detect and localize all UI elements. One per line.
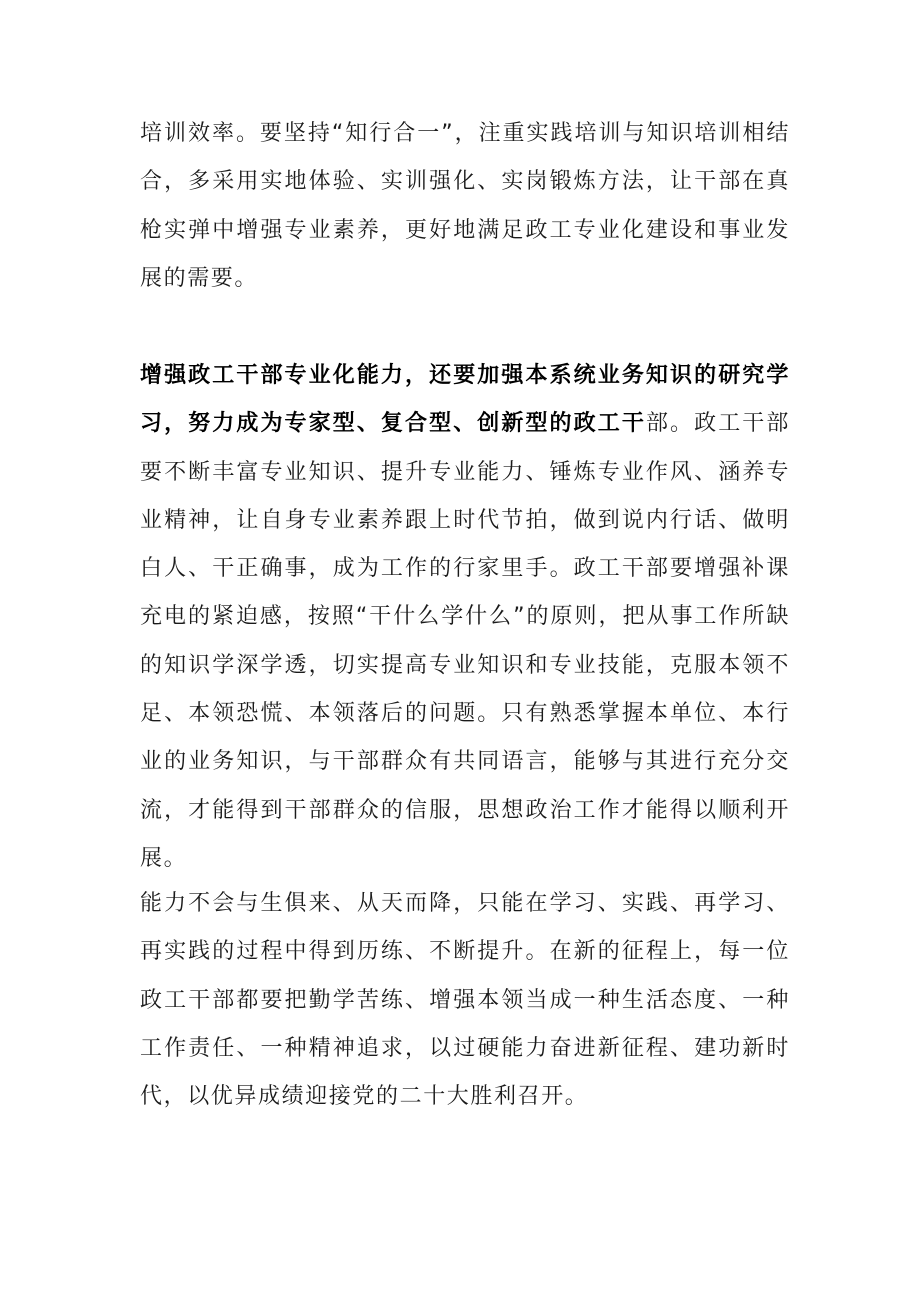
paragraph-3: 能力不会与生俱来、从天而降，只能在学习、实践、再学习、再实践的过程中得到历练、不断提升。在新的征程上，每一位政工干部都要把勤学苦练、增强本领当成一种生活态度、一种工作责任、一种精神追求，以过硬能力奋进新征程、建功新时代，以优异成绩迎接党的二十大胜利召开。 bbox=[140, 891, 790, 1110]
paragraph-1: 培训效率。要坚持“知行合一”，注重实践培训与知识培训相结合，多采用实地体验、实训强化、实岗锻炼方法，让干部在真枪实弹中增强专业素养，更好地满足政工专业化建设和事业发展的需要。 bbox=[140, 121, 790, 291]
paragraph-2-bold-lead: 增强政工干部专业化能力，还要加强本系统业务知识的研究学习，努力成为专家型、复合型、创新型的政工干 bbox=[140, 363, 790, 437]
paragraph-2 bbox=[140, 352, 790, 883]
paragraph-2-body: 部。政工干部要不断丰富专业知识、提升专业能力、锤炼专业作风、涵养专业精神，让自身专业素养跟上时代节拍，做到说内行话、做明白人、干正确事，成为工作的行家里手。政工干部要增强补课充电的紧迫感，按照“干什么学什么”的原则，把从事工作所缺的知识学深学透，切实提高专业知识和专业技能，克服本领不足、本领恐慌、本领落后的问题。只有熟悉掌握本单位、本行业的业务知识，与干部群众有共同语言，能够与其进行充分交流，才能得到干部群众的信服，思想政治工作才能得以顺利开展。 bbox=[140, 411, 790, 871]
